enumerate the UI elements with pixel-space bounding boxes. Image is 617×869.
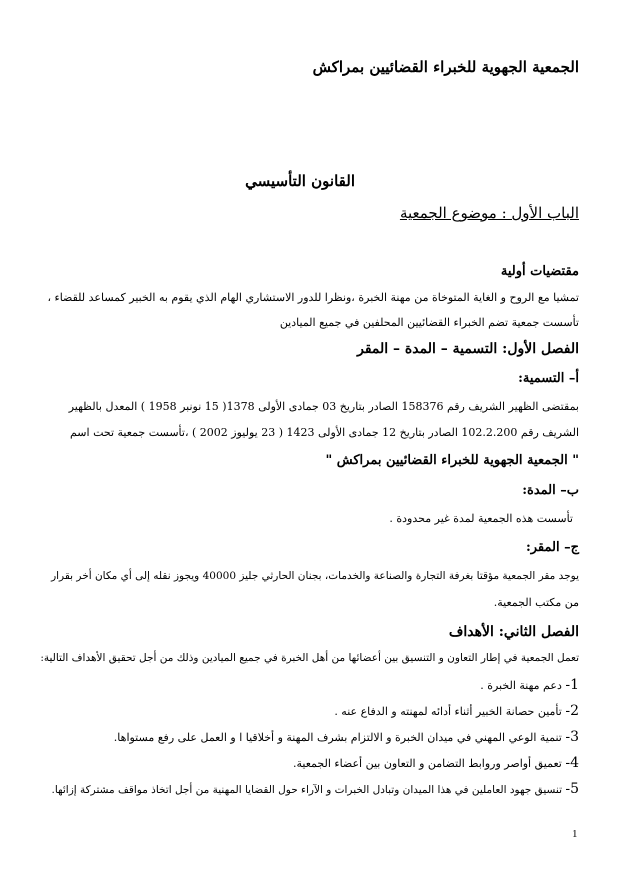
page-number: 1 [572,828,578,840]
goal-number: 3- [565,729,579,745]
naming-heading: أ– التسمية: [518,371,579,386]
goal-text: تنمية الوعي المهني في ميدان الخبرة و الالتزام بشرف المهنة و أخلاقيا ا و العمل على رفع مستواها. [113,731,566,744]
association-name: " الجمعية الجهوية للخبراء القضائيين بمراكش " [325,453,579,468]
section-one-heading: الفصل الأول: التسمية – المدة – المقر [357,341,579,357]
goal-text: دعم مهنة الخبرة . [480,679,566,692]
goal-item [30,755,579,772]
goal-item [30,703,579,720]
headquarters-heading: ج– المقر: [525,540,579,555]
chapter-one-title: الباب الأول : موضوع الجمعية [399,204,579,222]
goal-number: 2- [565,703,579,719]
goal-text: تأمين حصانة الخبير أثناء أدائه لمهنته و الدفاع عنه . [334,705,566,718]
goal-text: تعميق أواصر وروابط التضامن و التعاون بين أعضاء الجمعية. [293,757,566,770]
naming-line-1: بمقتضى الظهير الشريف رقم 158376 الصادر بتاريخ 03 جمادى الأولى 1378( 15 نونبر 1958 ) المعدل بالظهير [68,400,579,413]
goal-item [30,729,579,746]
preliminary-line-1: تمشيا مع الروح و الغاية المتوخاة من مهنة الخبرة ،ونظرا للدور الاستشاري الهام الذي يقوم به الخبير كمساعد للقضاء ، [47,291,579,304]
goal-text: تنسيق جهود العاملين في هذا الميدان وتبادل الخبرات و الآراء حول القضايا المهنية من أجل اتخاذ مواقف مشتركة إزائها. [51,784,566,796]
duration-heading: ب– المدة: [522,483,579,498]
goal-number: 5- [565,781,579,797]
goal-item [30,677,579,694]
goal-number: 4- [565,755,579,771]
document-title: القانون التأسيسي [245,172,355,190]
preliminary-heading: مقتضيات أولية [500,264,579,279]
duration-text: تأسست هذه الجمعية لمدة غير محدودة . [389,512,573,525]
goal-number: 1- [565,677,579,693]
headquarters-line-2: من مكتب الجمعية. [493,596,579,609]
header-title: الجمعية الجهوية للخبراء القضائيين بمراكش [312,58,579,76]
naming-line-2: الشريف رقم 102.2.200 الصادر بتاريخ 12 جمادى الأولى 1423 ( 23 يوليوز 2002 ) ،تأسست جمعية تحت اسم [69,426,579,439]
section-two-heading: الفصل الثاني: الأهداف [448,624,579,640]
goals-intro: تعمل الجمعية في إطار التعاون و التنسيق بين أعضائها من أهل الخبرة في جميع الميادين وذلك من أجل تحقيق الأهداف التالية: [40,652,579,664]
headquarters-line-1: يوجد مقر الجمعية مؤقتا بغرفة التجارة والصناعة والخدمات، بجنان الحارثي جليز 40000 ويجوز نقله إلى أي مكان أخر بقرار [51,570,579,582]
goal-item [30,781,579,798]
preliminary-line-2: تأسست جمعية تضم الخبراء القضائيين المحلفين في جميع الميادين [279,316,579,329]
